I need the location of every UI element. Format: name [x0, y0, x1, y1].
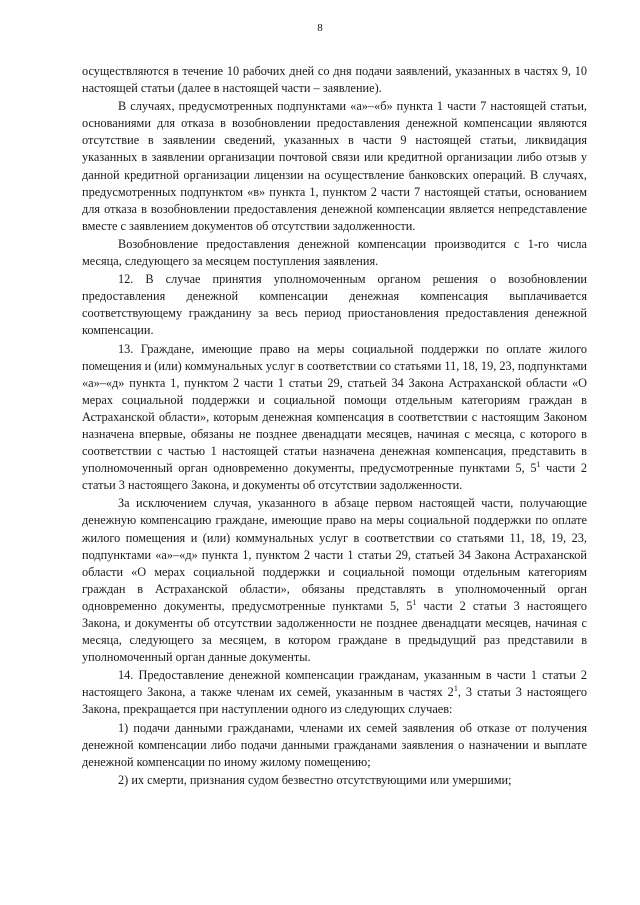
list-item-2: 2) их смерти, признания судом безвестно отсутствующими или умершими; — [118, 772, 512, 787]
paragraph-resumption: Возобновление предоставления денежной компенсации производится с 1-го числа месяца, следующего за месяцем поступления заявления. — [82, 236, 587, 269]
paragraph-13-second-text-a: За исключением случая, указанного в абзаце первом настоящей части, получающие денежную компенсацию граждане, имеющие право на меры социальной поддержки по оплате жилого помещения и (или) коммунальных услуг в соответствии со статьями 11, 18, 19, 23, подпунктами «а»–«д» пункта 1, пунктом 2 части 1 статьи 29, статьей 34 Закона Астраханской области «О мерах социальной поддержки и социальной помощи отдельным категориям граждан в Астраханской области», обязаны представлять в уполномоченный орган одновременно документы, предусмотренные пунктами 5, 5 — [82, 496, 587, 613]
paragraph-13-text-a: 13. Граждане, имеющие право на меры социальной поддержки по оплате жилого помещения и (или) коммунальных услуг в соответствии со статьями 11, 18, 19, 23, подпунктами «а»–«д» пункта 1, пунктом 2 части 1 статьи 29, статьей 34 Закона Астраханской области «О мерах социальной поддержки и социальной помощи отдельным категориям граждан в Астраханской области», которым денежная компенсация в соответствии с настоящим Законом назначена впервые, обязаны не позднее двенадцати месяцев, начиная с месяца, с которого в соответствии с частью 1 настоящей статьи назначена денежная компенсация, представить в уполномоченный орган одновременно документы, предусмотренные пунктами 5, 5 — [82, 341, 587, 476]
paragraph-14-text-b: , 3 статьи 3 настоящего Закона, прекращается при наступлении одного из следующих случаев: — [82, 685, 588, 717]
document-body — [82, 63, 587, 789]
page-number: 8 — [317, 22, 323, 34]
paragraph-continuation: осуществляются в течение 10 рабочих дней со дня подачи заявлений, указанных в частях 9, 10 настоящей статьи (далее в настоящей части – заявление). — [82, 64, 587, 96]
paragraph-12: 12. В случае принятия уполномоченным органом решения о возобновлении предоставления денежной компенсации денежная компенсация выплачивается соответствующему гражданину за весь период приостановления предоставления денежной компенсации. — [82, 272, 587, 338]
paragraph-refusal-grounds: В случаях, предусмотренных подпунктами «а»–«б» пункта 1 части 7 настоящей статьи, основаниями для отказа в возобновлении предоставления денежной компенсации являются отсутствие в заявлении сведений, указанных в части 9 настоящей статьи, ликвидация указанных в заявлении организации почтовой связи или кредитной организации либо отзыв у данной кредитной организации лицензии на осуществление банковских операций. В случаях, предусмотренных подпунктом «в» пункта 1, пунктом 2 части 7 настоящей статьи, основанием для отказа в возобновлении предоставления денежной компенсации является непредставление вместе с заявлением документов об отсутствии задолженности. — [82, 99, 587, 233]
paragraph-13-text-b: части 2 статьи 3 настоящего Закона, и документы об отсутствии задолженности. — [82, 461, 587, 493]
paragraph-14 — [82, 667, 587, 718]
paragraph-13 — [82, 341, 587, 495]
superscript: 1 — [536, 460, 541, 470]
paragraph-13-second — [82, 495, 587, 666]
paragraph-14-text-a: 14. Предоставление денежной компенсации гражданам, указанным в части 1 статьи 2 настоящего Закона, а также членам их семей, указанным в частях 2 — [82, 668, 587, 700]
paragraph-13-second-text-b: части 2 статьи 3 настоящего Закона, и документы об отсутствии задолженности не позднее двенадцати месяцев, начиная с месяца, следующего за месяцем, в котором граждане в предыдущий раз представили в уполномоченный орган данные документы. — [82, 598, 587, 665]
superscript: 1 — [412, 597, 417, 607]
list-item-1: 1) подачи данными гражданами, членами их семей заявления об отказе от получения денежной компенсации либо подачи данными гражданами заявления о назначении и выплате денежной компенсации по иному жилому помещению; — [82, 720, 587, 769]
superscript: 1 — [453, 684, 458, 694]
